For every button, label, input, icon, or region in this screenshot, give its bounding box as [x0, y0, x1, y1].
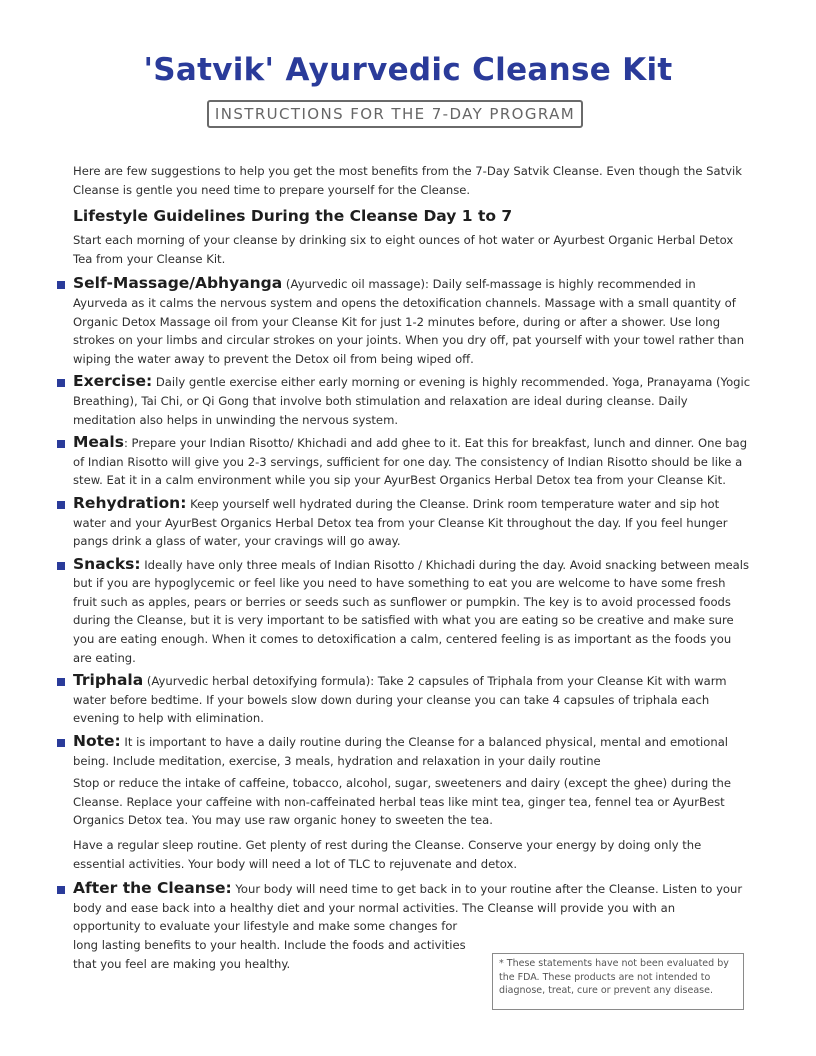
section-heading: Rehydration:: [73, 493, 187, 512]
intro-paragraph: Here are few suggestions to help you get the most benefits from the 7-Day Satvik Cleanse. Even though the Satvik Cleanse is gentle you need time to prepare yourself for the Cleanse.: [73, 164, 742, 197]
section-heading: Self-Massage/Abhyanga: [73, 274, 283, 293]
section-note: [73, 732, 753, 770]
morning-paragraph: Start each morning of your cleanse by drinking six to eight ounces of hot water or Ayurbest Organic Herbal Detox Tea from your Cleanse Kit.: [73, 233, 734, 266]
section-text: (Ayurvedic oil massage): Daily self-massage is highly recommended in Ayurveda as it calms the nervous system and opens the detoxification channels. Massage with a small quantity of Organic Detox Massage oil from your Cleanse Kit for just 1-2 minutes before, during or after a shower. Use long strokes on your limbs and circular strokes on your joints. When you dry off, pat yourself with your towel rather than wiping the water away to prevent the Detox oil from being wiped off.: [73, 277, 745, 366]
after-cleanse-intro: [73, 879, 753, 917]
stop-paragraph: Stop or reduce the intake of caffeine, tobacco, alcohol, sugar, sweeteners and dairy (except the ghee) during the Cleanse. Replace your caffeine with non-caffeinated herbal teas like mint tea, ginger tea, fennel tea or AyurBest Organics Detox tea. You may use raw organic honey to sweeten the tea.: [73, 776, 731, 828]
bullet-square-icon: [57, 440, 65, 448]
bullet-square-icon: [57, 678, 65, 686]
bullet-square-icon: [57, 562, 65, 570]
document-body: [73, 162, 753, 977]
section-text: Daily gentle exercise either early morning or evening is highly recommended. Yoga, Pranayama (Yogic Breathing), Tai Chi, or Qi Gong that involve both stimulation and relaxation are ideal during cleanse. Daily meditation also helps in unwinding the nervous system.: [73, 375, 751, 427]
section-heading: Triphala: [73, 671, 144, 690]
guidelines-heading: Lifestyle Guidelines During the Cleanse Day 1 to 7: [73, 207, 513, 226]
section-text: Your body will need time to get back in to your routine after the Cleanse. Listen to your body and ease back into a healthy diet and your normal activities. The Cleanse will provide you with an: [73, 882, 743, 915]
section-text: (Ayurvedic herbal detoxifying formula): Take 2 capsules of Triphala from your Cleanse Kit with warm water before bedtime. If your bowels slow down during your cleanse you can take 4 capsules of triphala each evening to help with elimination.: [73, 674, 727, 726]
section-triphala: [73, 671, 753, 728]
section-text: Keep yourself well hydrated during the Cleanse. Drink room temperature water and sip hot water and your AyurBest Organics Herbal Detox tea from your Cleanse Kit throughout the day. If you feel hunger pangs drink a glass of water, your cravings will go away.: [73, 496, 728, 549]
section-text: It is important to have a daily routine during the Cleanse for a balanced physical, mental and emotional being. Include meditation, exercise, 3 meals, hydration and relaxation in your daily routine: [73, 735, 729, 768]
section-heading: Meals: [73, 433, 124, 452]
sleep-paragraph: Have a regular sleep routine. Get plenty of rest during the Cleanse. Conserve your energy by doing only the essential activities. Your body will need a lot of TLC to rejuvenate and detox.: [73, 838, 702, 871]
section-rehydration: [73, 494, 753, 551]
bullet-square-icon: [57, 886, 65, 894]
bullet-square-icon: [57, 281, 65, 289]
section-meals: [73, 433, 753, 490]
section-text: Ideally have only three meals of Indian Risotto / Khichadi during the day. Avoid snacking between meals but if you are hypoglycemic or feel like you need to have something to eat you are welcome to have some fresh fruit such as apples, pears or berries or seeds such as sunflower or pumpkin. The key is to avoid processed foods during the Cleanse, but it is very important to be satisfied with what you are eating so be creative and make sure you are eating enough. When it comes to detoxification a calm, centered feeling is as important as the foods you are eating.: [73, 557, 750, 665]
after-cleanse-continued: opportunity to evaluate your lifestyle and make some changes for long lasting benefits to your health. Include the foods and activities that you feel are making you healthy.: [73, 919, 466, 971]
page-title: 'Satvik' Ayurvedic Cleanse Kit: [143, 52, 673, 88]
section-heading: Note:: [73, 732, 121, 751]
section-exercise: [73, 372, 753, 429]
section-snacks: [73, 555, 753, 668]
page-subtitle: INSTRUCTIONS FOR THE 7-DAY PROGRAM: [207, 100, 583, 128]
section-self-massage: [73, 274, 753, 368]
fda-disclaimer-box: * These statements have not been evaluated by the FDA. These products are not intended to diagnose, treat, cure or prevent any disease.: [492, 953, 744, 1010]
section-heading: Exercise:: [73, 372, 153, 391]
bullet-square-icon: [57, 501, 65, 509]
bullet-square-icon: [57, 739, 65, 747]
bullet-square-icon: [57, 379, 65, 387]
section-heading: Snacks:: [73, 554, 141, 573]
section-text: : Prepare your Indian Risotto/ Khichadi and add ghee to it. Eat this for breakfast, lunch and dinner. One bag of Indian Risotto will give you 2-3 servings, sufficient for one day. The consistency of Indian Risotto should be like a stew. Eat it in a calm environment while you sip your AyurBest Organics Herbal Detox tea from your Cleanse Kit.: [73, 436, 748, 488]
section-heading: After the Cleanse:: [73, 879, 232, 898]
